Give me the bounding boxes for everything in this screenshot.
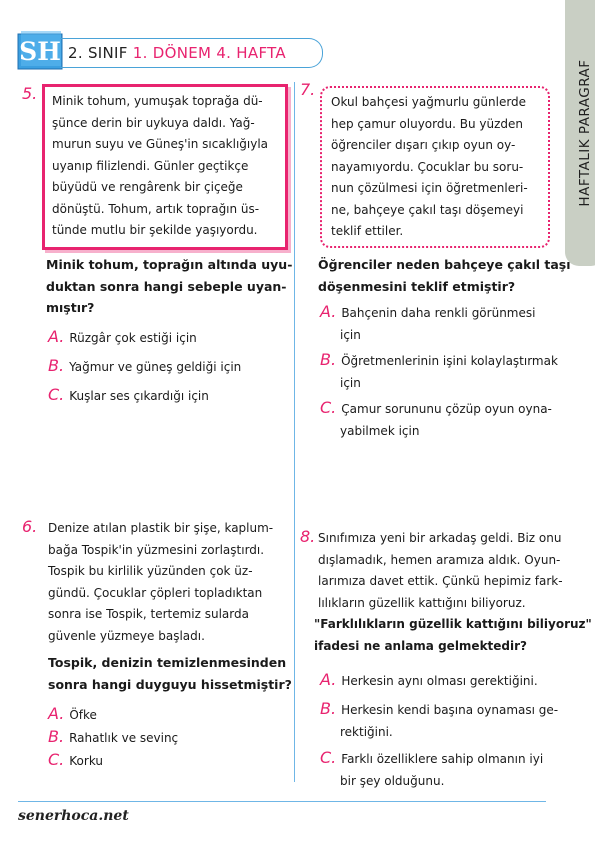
q5-passage-line: dönüştü. Tohum, artık toprağın üs- [52,201,260,216]
q7-passage-line: nayamıyordu. Çocuklar bu soru- [331,159,524,174]
option-text: Bahçenin daha renkli görünmesi [341,306,536,320]
term-label: 1. DÖNEM 4. HAFTA [132,44,286,62]
q7-number: 7. [300,80,316,99]
q5-passage-line: tünde mutlu bir şekilde yaşıyordu. [52,223,258,237]
footer-divider [18,801,546,802]
q8-passage-line: Sınıfımıza yeni bir arkadaş geldi. Biz onu [318,531,562,545]
q8-question-line: "Farklılıkların güzellik kattığını biliyoruz" [314,617,592,631]
q7-passage-line: Okul bahçesi yağmurlu günlerde [331,95,527,109]
option-letter: A. [320,670,337,689]
q6-option-c[interactable] [48,749,103,773]
option-text-cont: rektiğini. [340,724,393,739]
option-letter: B. [48,727,65,746]
option-text: Rahatlık ve sevinç [69,731,179,745]
option-letter: C. [48,750,65,769]
option-letter: C. [320,398,337,417]
q5-question [46,254,292,319]
option-letter: C. [320,748,337,767]
q5-option-b[interactable] [48,355,241,379]
q6-passage-line: güvenle yüzmeye başladı. [48,628,205,643]
q7-passage-line: öğrenciler dışarı çıkıp oyun oy- [331,138,516,152]
q6-passage-line: bağa Tospik'in yüzmesini zorlaştırdı. [48,542,265,557]
q7-option-a[interactable] [320,301,535,346]
q8-number: 8. [300,527,316,546]
q7-passage [331,92,528,243]
q5-passage-line: şünce derin bir uykuya daldı. Yağ- [52,115,255,130]
option-text-cont: yabilmek için [340,423,420,438]
q6-number: 6. [22,517,38,536]
q5-question-line: duktan sonra hangi sebeple uyan- [46,278,287,294]
footer-brand: senerhoca.net [18,808,129,824]
q7-passage-line: teklif ettiler. [331,224,404,238]
q6-question [48,652,292,695]
q7-question-line: döşenmesini teklif etmiştir? [318,278,516,294]
side-label: HAFTALIK PARAGRAF [577,59,593,207]
q6-passage-line: sonra ise Tospik, tertemiz sularda [48,607,249,621]
q6-passage [48,518,273,647]
q7-question [318,254,571,297]
q8-question-line: ifadesi ne anlama gelmektedir? [314,638,528,653]
q6-passage-line: Denize atılan plastik bir şişe, kaplum- [48,521,274,535]
option-text: Herkesin aynı olması gerektiğini. [341,674,538,688]
option-letter: C. [48,385,65,404]
option-text: Herkesin kendi başına oynaması ge- [341,703,559,717]
q7-question-line: Öğrenciler neden bahçeye çakıl taşı [318,257,571,272]
q5-option-a[interactable] [48,326,197,350]
option-text: Rüzgâr çok estiği için [69,331,197,345]
option-text: Yağmur ve güneş geldiği için [69,360,242,374]
q7-passage-line: hep çamur oluyordu. Bu yüzden [331,116,523,131]
option-text: Öğretmenlerinin işini kolaylaştırmak [341,354,558,368]
q6-option-a[interactable] [48,703,97,727]
q7-passage-line: nun çözülmesi için öğretmenleri- [331,181,528,195]
option-text: Çamur sorununu çözüp oyun oyna- [341,402,552,416]
option-text-cont: bir şey olduğunu. [340,773,445,788]
column-divider [294,82,295,782]
q7-option-b[interactable] [320,349,558,394]
q5-question-line: mıştır? [46,300,95,315]
q5-passage [52,91,268,242]
q7-passage-line: ne, bahçeye çakıl taşı döşemeyi [331,202,524,217]
q5-passage-line: Minik tohum, yumuşak toprağa dü- [52,94,263,108]
logo-text: SH [19,37,61,66]
sh-logo [17,31,63,71]
option-letter: A. [320,302,337,321]
option-letter: A. [48,327,65,346]
q8-passage [318,528,563,614]
q5-passage-line: murun suyu ve Güneş'in sıcaklığıyla [52,137,269,151]
q8-passage-line: lılıkların güzellik kattığını biliyoruz. [318,595,526,610]
option-text: Korku [69,754,103,768]
q5-passage-line: büyüdü ve rengârenk bir çiçeğe [52,180,243,194]
option-text: Kuşlar ses çıkardığı için [69,389,209,403]
q6-question-line: Tospik, denizin temizlenmesinden [48,655,287,670]
q8-option-a[interactable] [320,669,538,693]
q6-option-b[interactable] [48,726,178,750]
q8-passage-line: dışlamadık, hemen aramıza aldık. Oyun- [318,552,561,567]
option-text-cont: için [340,327,361,342]
option-letter: B. [320,699,337,718]
q5-option-c[interactable] [48,384,209,408]
q8-question [314,614,592,657]
option-letter: B. [320,350,337,369]
q8-option-b[interactable] [320,698,558,743]
q8-passage-line: larımıza davet ettik. Çünkü hepimiz fark- [318,574,563,588]
option-text: Farklı özelliklere sahip olmanın iyi [341,752,544,766]
option-text: Öfke [69,708,97,722]
q6-passage-line: Tospik bu kirlilik yüzünden çok üz- [48,564,253,578]
page-title [68,44,286,62]
q5-number: 5. [22,84,38,103]
q7-option-c[interactable] [320,397,552,442]
option-text-cont: için [340,375,361,390]
q5-question-line: Minik tohum, toprağın altında uyu- [46,257,293,272]
option-letter: A. [48,704,65,723]
option-letter: B. [48,356,65,375]
q6-passage-line: gündü. Çocuklar çöpleri topladıktan [48,585,263,600]
grade-label: 2. SINIF [68,44,128,62]
q5-passage-line: uyanıp filizlendi. Günler geçtikçe [52,158,249,173]
q6-question-line: sonra hangi duyguyu hissetmiştir? [48,676,292,692]
q8-option-c[interactable] [320,747,543,792]
